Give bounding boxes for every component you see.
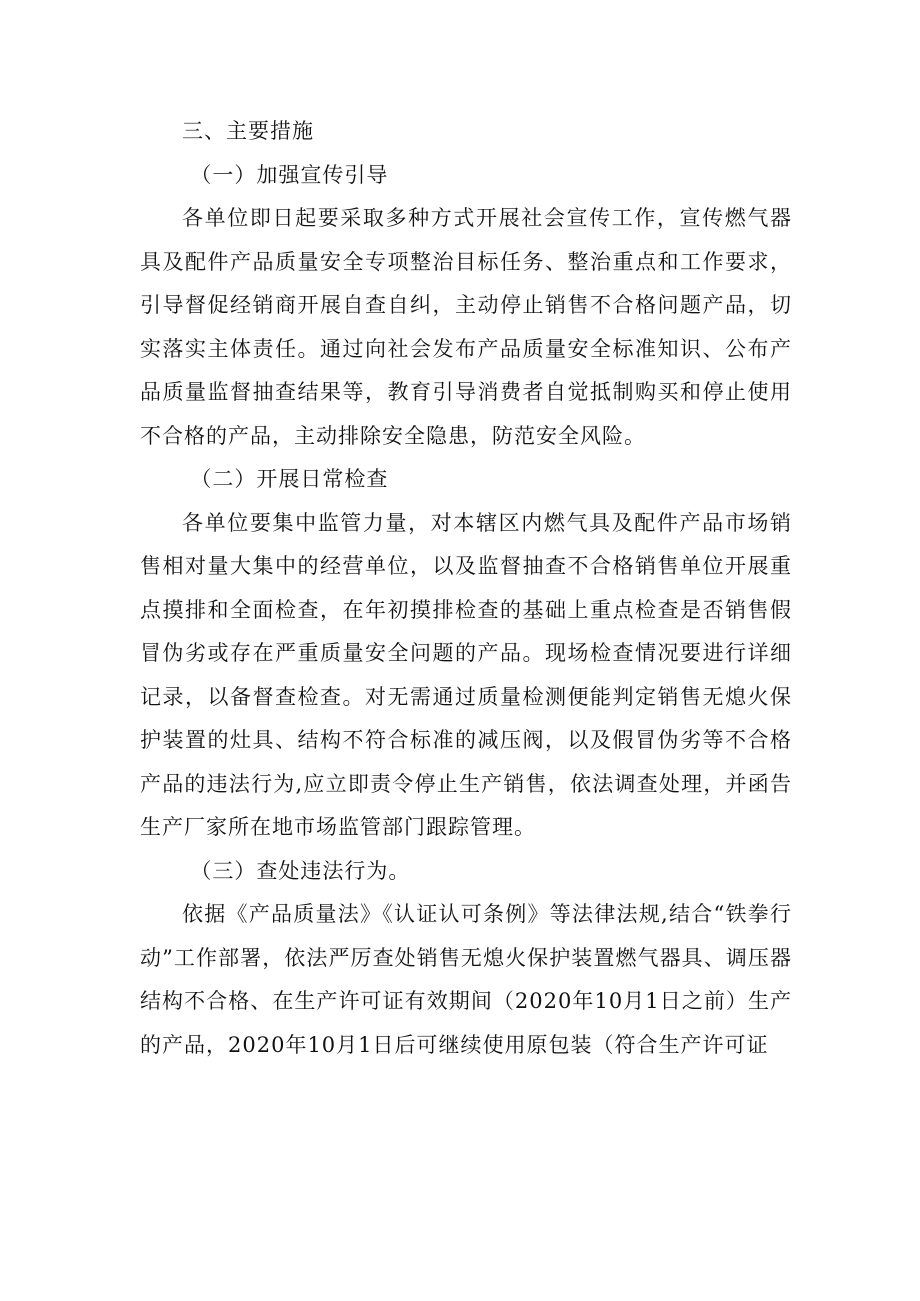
section-heading: 三、主要措施 <box>182 119 314 143</box>
subsection-body-1: 各单位即日起要采取多种方式开展社会宣传工作，宣传燃气器具及配件产品质量安全专项整治目标任务、整治重点和工作要求，引导督促经销商开展自查自纠，主动停止销售不合格问题产品，切实落实主体责任。通过向社会发布产品质量安全标准知识、公布产品质量监督抽查结果等，教育引导消费者自觉抵制购买和停止使用不合格的产品，主动排除安全隐患，防范安全风险。 <box>140 206 792 448</box>
subsection-body-2: 各单位要集中监管力量，对本辖区内燃气具及配件产品市场销售相对量大集中的经营单位，以及监督抽查不合格销售单位开展重点摸排和全面检查，在年初摸排检查的基础上重点检查是否销售假冒伪劣或存在严重质量安全问题的产品。现场检查情况要进行详细记录，以备督查检查。对无需通过质量检测便能判定销售无熄火保护装置的灶具、结构不符合标准的减压阀，以及假冒伪劣等不合格产品的违法行为,应立即责令停止生产销售，依法调查处理，并函告生产厂家所在地市场监管部门跟踪管理。 <box>140 510 792 839</box>
subsection-heading-3: （三）查处违法行为。 <box>190 858 411 883</box>
subsection-heading-2: （二）开展日常检查 <box>190 467 389 491</box>
subsection-body-3: 依据《产品质量法》《认证认可条例》等法律法规,结合“铁拳行动”工作部署，依法严厉查处销售无熄火保护装置燃气器具、调压器结构不合格、在生产许可证有效期间（2020年10月1日之前）生产的产品，2020年10月1日后可继续使用原包装（符合生产许可证 <box>140 902 792 1057</box>
subsection-heading-1: （一）加强宣传引导 <box>190 162 389 187</box>
document-body <box>140 110 792 1067</box>
